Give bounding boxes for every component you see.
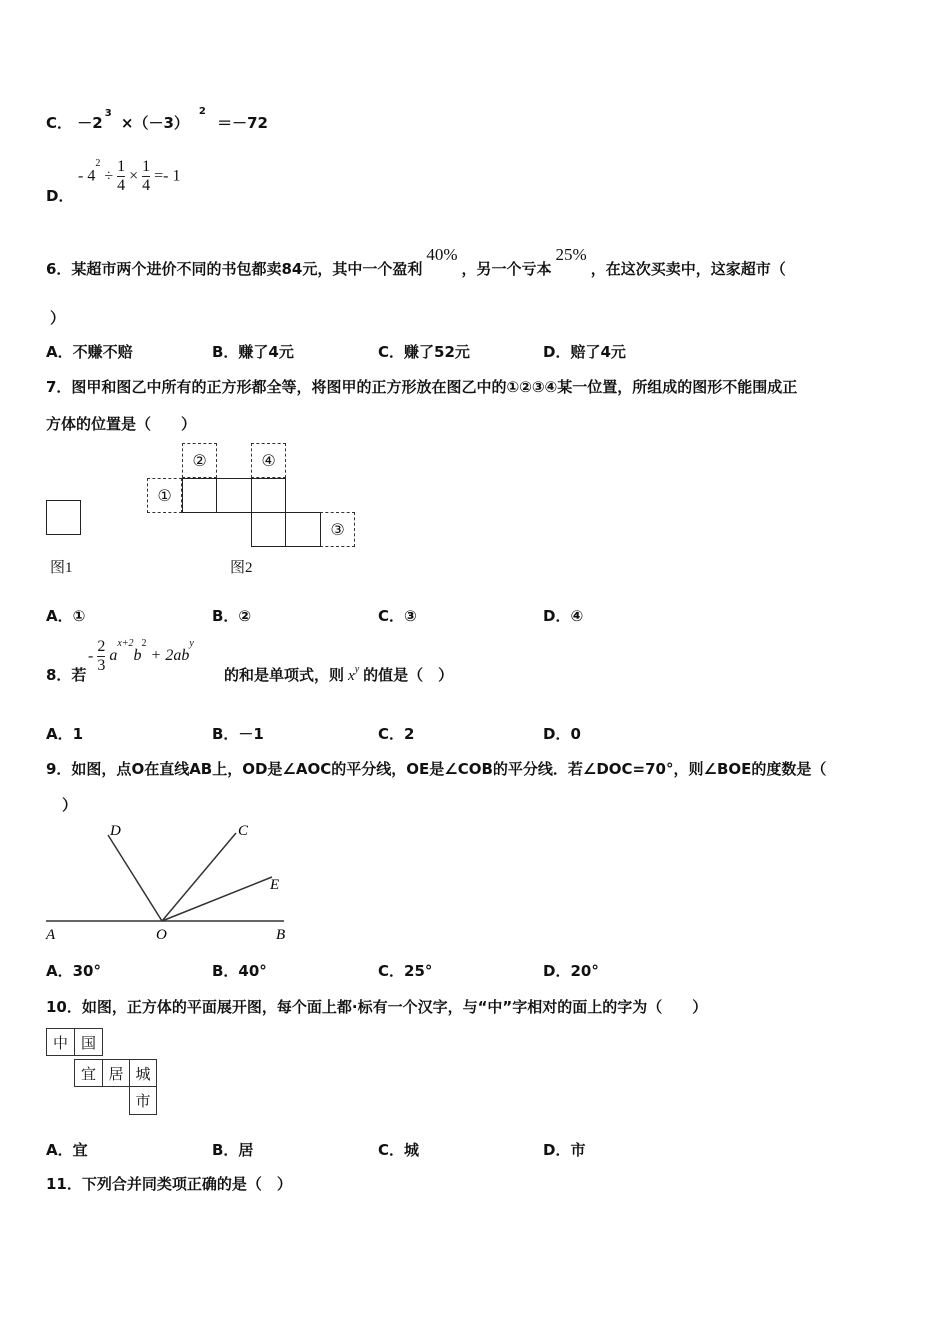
q6-stem: 6．某超市两个进价不同的书包都卖84元，其中一个盈利40%，另一个亏本25%，在这次买卖中，这家超市（ bbox=[46, 245, 786, 278]
net-cell: 城 bbox=[129, 1059, 157, 1087]
net-square bbox=[182, 478, 217, 513]
q9-angle-figure bbox=[40, 815, 300, 945]
q7-option-a[interactable]: A．① bbox=[46, 607, 86, 625]
q9-stem-line1: 9．如图，点O在直线AB上，OD是∠AOC的平分线，OE是∠COB的平分线．若∠DOC=70°，则∠BOE的度数是（ bbox=[46, 760, 827, 778]
net-cell: 市 bbox=[129, 1086, 157, 1115]
option-label: C． bbox=[46, 114, 73, 132]
q7-stem-line1: 7．图甲和图乙中所有的正方形都全等，将图甲的正方形放在图乙中的①②③④某一位置，所组成的图形不能围成正 bbox=[46, 378, 798, 396]
q6-option-c[interactable]: C．赚了52元 bbox=[378, 343, 470, 361]
net-square bbox=[285, 512, 321, 547]
result: =- 1 bbox=[154, 167, 181, 185]
slot-2: ② bbox=[182, 443, 217, 478]
net-cell: 宜 bbox=[74, 1059, 103, 1087]
fraction: $\frac{1}{4}$ bbox=[142, 158, 151, 194]
q6-option-d[interactable]: D．赔了4元 bbox=[543, 343, 626, 361]
q10-option-a[interactable]: A．宜 bbox=[46, 1141, 88, 1159]
single-square bbox=[46, 500, 81, 535]
label-c: C bbox=[238, 823, 249, 839]
divide-sign: ÷ bbox=[104, 167, 114, 185]
q8-option-d[interactable]: D．0 bbox=[543, 725, 581, 743]
q10-option-b[interactable]: B．居 bbox=[212, 1141, 254, 1159]
ray-od bbox=[108, 835, 162, 921]
slot-4: ④ bbox=[251, 443, 286, 478]
q5-option-d-expression bbox=[78, 158, 181, 195]
q6-stem-end: ） bbox=[50, 309, 66, 327]
result: ＝－72 bbox=[217, 114, 268, 132]
q8-stem: 的和是单项式，则 $x^y$ 的值是（ ） bbox=[224, 664, 454, 684]
exponent: 3 bbox=[104, 108, 112, 119]
q7-option-d[interactable]: D．④ bbox=[543, 607, 584, 625]
q10-option-c[interactable]: C．城 bbox=[378, 1141, 420, 1159]
q7-option-c[interactable]: C．③ bbox=[378, 607, 417, 625]
q8-option-a[interactable]: A．1 bbox=[46, 725, 84, 743]
net-square bbox=[251, 512, 286, 547]
percent: 25% bbox=[555, 245, 587, 264]
factor: ×（－3） bbox=[120, 114, 189, 132]
q9-option-a[interactable]: A．30° bbox=[46, 962, 101, 980]
q11-stem: 11．下列合并同类项正确的是（ ） bbox=[46, 1175, 292, 1193]
slot-1: ① bbox=[147, 478, 182, 513]
figure-caption: 图1 bbox=[50, 560, 73, 576]
q8-label: 8．若 bbox=[46, 666, 87, 684]
q8-option-b[interactable]: B．－1 bbox=[212, 725, 264, 743]
q9-option-b[interactable]: B．40° bbox=[212, 962, 267, 980]
q10-option-d[interactable]: D．市 bbox=[543, 1141, 586, 1159]
net-cell: 国 bbox=[74, 1028, 103, 1056]
exponent: 2 bbox=[95, 158, 101, 169]
base: －2 bbox=[77, 114, 103, 132]
label-d: D bbox=[110, 823, 121, 839]
fraction: $\frac{2}{3}$ bbox=[97, 638, 106, 674]
q9-option-c[interactable]: C．25° bbox=[378, 962, 433, 980]
q6-option-a[interactable]: A．不赚不赔 bbox=[46, 343, 133, 361]
label-e: E bbox=[270, 877, 280, 893]
q10-stem: 10．如图，正方体的平面展开图，每个面上都·标有一个汉字，与“中”字相对的面上的字为（ ） bbox=[46, 998, 708, 1016]
q9-option-d[interactable]: D．20° bbox=[543, 962, 599, 980]
term: - 4 bbox=[78, 167, 96, 185]
net-cell: 居 bbox=[102, 1059, 130, 1087]
net-square bbox=[216, 478, 252, 513]
exponent: x+2 bbox=[117, 638, 134, 649]
q8-expression: - $\frac{2}{3}$ $a^{x+2}b^2 + 2ab^y$ bbox=[88, 638, 194, 674]
net-square bbox=[251, 478, 286, 513]
q7-option-b[interactable]: B．② bbox=[212, 607, 252, 625]
label-o: O bbox=[156, 927, 167, 943]
times-sign: × bbox=[129, 167, 139, 185]
label-a: A bbox=[46, 927, 56, 943]
label-b: B bbox=[276, 927, 286, 943]
q9-stem-line2: ） bbox=[62, 796, 78, 814]
exponent: 2 bbox=[141, 638, 147, 649]
fraction: $\frac{1}{4}$ bbox=[117, 158, 126, 194]
slot-3: ③ bbox=[320, 512, 355, 547]
q7-stem-line2: 方体的位置是（ ） bbox=[46, 415, 197, 433]
exponent: y bbox=[189, 638, 194, 649]
minus-sign: - bbox=[88, 647, 94, 665]
exponent: 2 bbox=[198, 106, 206, 117]
net-cell: 中 bbox=[46, 1028, 75, 1056]
q8-option-c[interactable]: C．2 bbox=[378, 725, 415, 743]
percent: 40% bbox=[426, 245, 458, 264]
q5-option-d-label[interactable]: D． bbox=[46, 187, 74, 205]
figure-caption: 图2 bbox=[230, 560, 253, 576]
q5-option-c[interactable] bbox=[46, 106, 268, 133]
ray-oe bbox=[162, 877, 272, 921]
q6-option-b[interactable]: B．赚了4元 bbox=[212, 343, 294, 361]
ray-oc bbox=[162, 833, 236, 921]
